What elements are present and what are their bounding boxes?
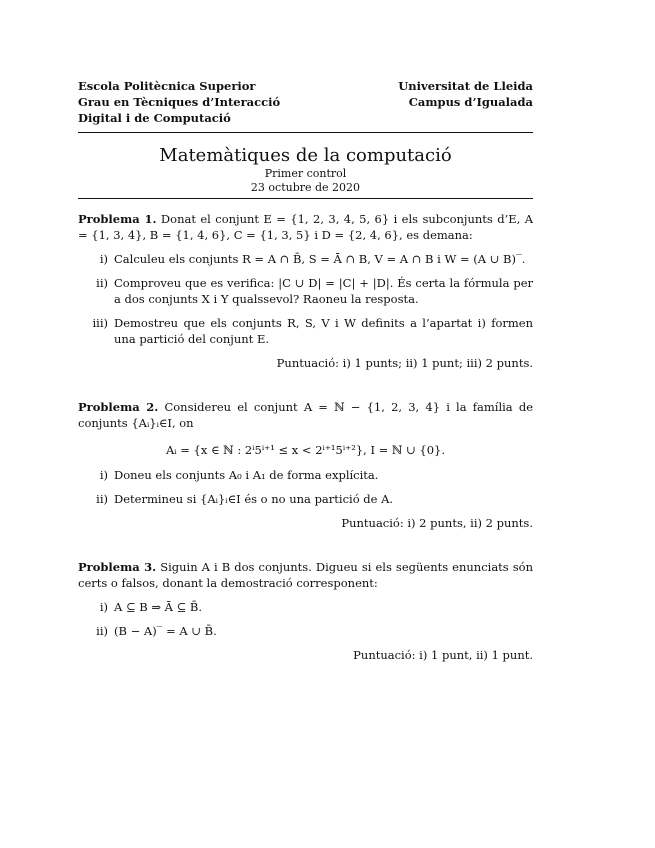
problem-2	[78, 399, 533, 431]
exam-subtitle: Primer control	[264, 167, 347, 180]
item-text: Demostreu que els conjunts R, S, V i W definits a l’apartat i) formen una partició del conjunt E.	[114, 316, 533, 346]
list-item	[78, 251, 533, 267]
exam-page	[78, 78, 533, 663]
problem-2-intro: Considereu el conjunt A = ℕ − {1, 2, 3, 4} i la família de conjunts {Aᵢ}ᵢ∈I, on	[78, 400, 534, 430]
problem-1-label: Problema 1.	[78, 212, 157, 226]
exam-date: 23 octubre de 2020	[250, 181, 361, 194]
problem-1	[78, 211, 533, 243]
school-name: Escola Politècnica Superior	[78, 79, 256, 93]
university-name: Universitat de Lleida	[398, 79, 533, 93]
list-item	[78, 623, 533, 639]
item-label: ii)	[96, 492, 108, 506]
item-text: Determineu si {Aᵢ}ᵢ∈I és o no una partició de A.	[114, 492, 394, 506]
item-text: (B − A)‾ = A ∪ B̄.	[114, 624, 217, 638]
list-item	[78, 491, 533, 507]
item-label: i)	[99, 252, 108, 266]
problem-1-items	[78, 251, 533, 347]
problem-3-label: Problema 3.	[78, 560, 157, 574]
header-right	[398, 78, 533, 126]
item-text: A ⊆ B ⇒ Ā ⊆ B̄.	[114, 600, 203, 614]
problem-2-label: Problema 2.	[78, 400, 159, 414]
item-label: i)	[99, 600, 108, 614]
problem-1-score: Puntuació: i) 1 punts; ii) 1 punt; iii) 2 punts.	[276, 356, 533, 370]
problem-3	[78, 559, 533, 591]
item-label: iii)	[92, 316, 108, 330]
header-rule	[78, 132, 533, 133]
item-label: ii)	[96, 276, 108, 290]
list-item	[78, 315, 533, 347]
item-label: i)	[99, 468, 108, 482]
problem-3-score: Puntuació: i) 1 punt, ii) 1 punt.	[353, 648, 533, 662]
campus-name: Campus d’Igualada	[408, 95, 533, 109]
list-item	[78, 599, 533, 615]
problem-2-score: Puntuació: i) 2 punts, ii) 2 punts.	[341, 516, 533, 530]
problem-2-formula: Aᵢ = {x ∈ ℕ : 2ⁱ5ⁱ⁺¹ ≤ x < 2ⁱ⁺¹5ⁱ⁺²}, I = ℕ ∪ {0}.	[165, 443, 445, 457]
problem-1-intro: Donat el conjunt E = {1, 2, 3, 4, 5, 6} i els subconjunts d’E, A = {1, 3, 4}, B = {1, 4, 6}, C = {1, 3, 5} i D = {2, 4, 6}, es demana:	[78, 212, 534, 242]
list-item	[78, 467, 533, 483]
item-label: ii)	[96, 624, 108, 638]
degree-line-1: Grau en Tècniques d’Interacció	[78, 95, 281, 109]
header-left	[78, 78, 280, 126]
list-item	[78, 275, 533, 307]
problem-3-items	[78, 599, 533, 639]
problem-2-items	[78, 467, 533, 507]
item-text: Calculeu els conjunts R = A ∩ B̄, S = Ā ∩ B, V = A ∩ B i W = (A ∪ B)‾.	[114, 252, 526, 266]
item-text: Comproveu que es verifica: |C ∪ D| = |C| + |D|. És certa la fórmula per a dos conjunts X i Y qualssevol? Raoneu la resposta.	[114, 276, 533, 306]
header	[78, 78, 533, 126]
degree-line-2: Digital i de Computació	[78, 111, 231, 125]
problem-3-intro: Siguin A i B dos conjunts. Digueu si els següents enunciats són certs o falsos, donant la demostració corresponent:	[78, 560, 533, 590]
title-rule	[78, 198, 533, 199]
exam-title: Matemàtiques de la computació	[159, 145, 452, 166]
item-text: Doneu els conjunts A₀ i A₁ de forma explícita.	[114, 468, 379, 482]
